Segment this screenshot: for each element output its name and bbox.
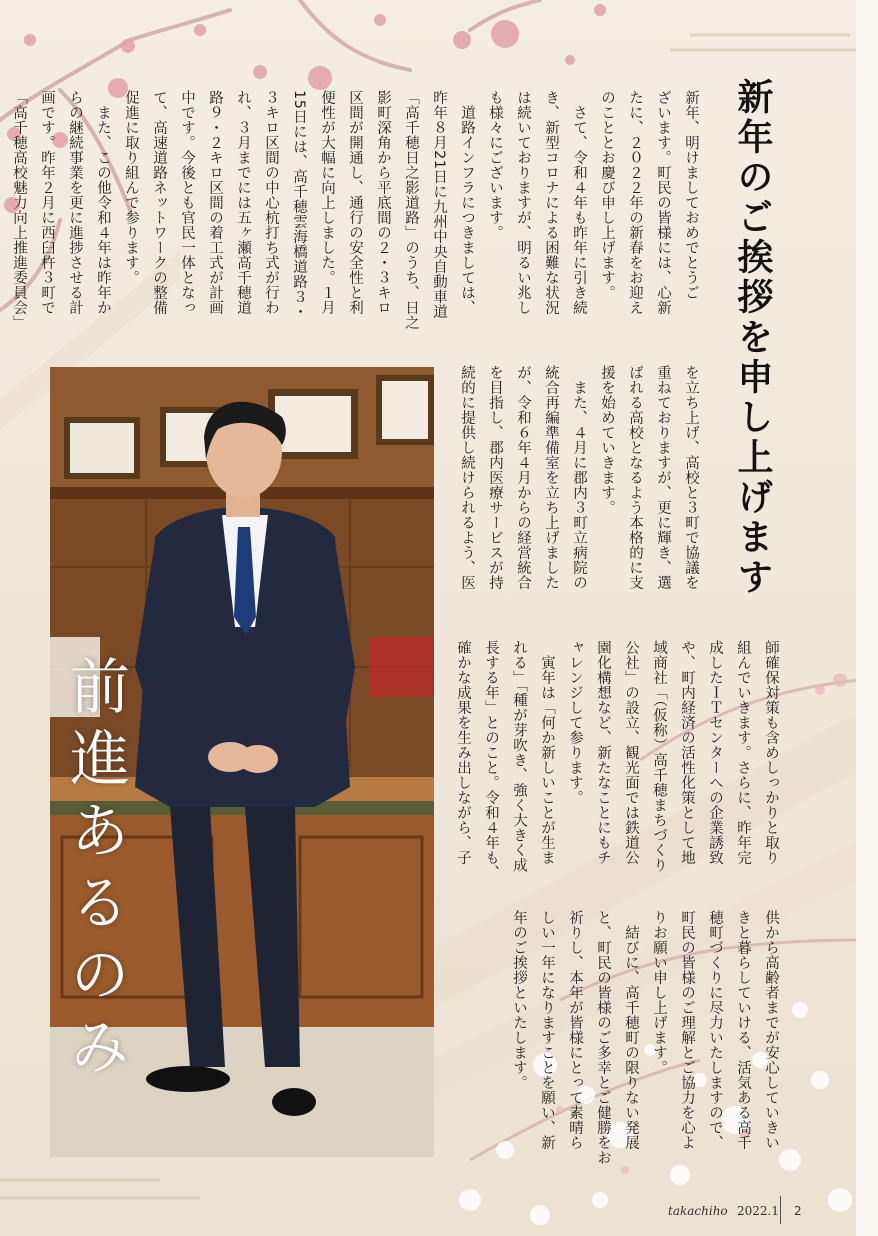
photo-caption: 前進あるのみ <box>60 655 130 1087</box>
wall-frame <box>376 375 434 445</box>
footer-issue-date: 2022.1 <box>737 1204 779 1218</box>
footer-page-number: 2 <box>794 1204 802 1218</box>
page-title: 新年のご挨拶を申し上げます <box>732 78 773 598</box>
body-column-4: 供から高齢者までが安心していきい きと暮らしていける、活気ある高千 穂町づくりに尽力いたしますので、 町民の皆様のご理解とご協力を心よ りお願い申し上げます。 結びに、高千穂町の限りない発展 と、町民の皆様のご多幸とご健勝をお 祈りし、本年が皆様にとって素晴ら しい一年になりますことを願い、新 年のご挨拶といたします。 <box>511 910 779 1165</box>
footer-divider <box>780 1196 781 1224</box>
body-column-1: 新年、明けましておめでとうご ざいます。町民の皆様には、心新 たに、２０２２年の新春をお迎え のこととお慶び申し上げます。 さて、令和４年も昨年に引き続 き、新型コロナによる困難な状況 は続いておりますが、明るい兆し も様々にございます。 道路インフラにつきましては、 昨年８月21日に九州中央自動車道 「高千穂日之影道路」のうち、日之 影町深角から平底間の２・３キロ 区間が開通し、通行の安全性と利 便性が大幅に向上しました。１月 15日には、高千穂雲海橋道路３・ ３キロ区間の中心杭打ち式が行わ れ、３月までには五ヶ瀬高千穂道 路９・２キロ区間の着工式が計画 中です。今後とも官民一体となっ て、高速道路ネットワークの整備 促進に取り組んで参ります。 また、この他令和４年は昨年か らの継続事業を更に進捗させる計 画です。昨年２月に西臼杵３町で 「高千穂高校魅力向上推進委員会」 <box>11 90 699 330</box>
wall-frame <box>64 417 140 479</box>
page-edge-stripe <box>856 0 878 1236</box>
body-column-3: 師確保対策も含めしっかりと取り 組んでいきます。さらに、昨年完 成したＩＴセンターへの企業誘致 や、町内経済の活性化策として地 域商社「（仮称）高千穂まちづくり 公社」の設立、観光面では鉄道公 園化構想など、新たなことにもチ ャレンジして参ります。 寅年は「何か新しいことが生ま れる」「種が芽吹き、強く大きく成 長する年」とのこと。令和４年も、 確かな成果を生み出しながら、子 <box>455 640 779 880</box>
body-column-2: を立ち上げ、高校と３町で協議を 重ねておりますが、更に輝き、選 ばれる高校となるよう本格的に支 援を始めていきます。 また、４月に郡内３町立病院の 統合再編準備室を立ち上げました が、令和６年４月からの経営統合 を目指し、郡内医療サービスが持 続的に提供し続けられるよう、医 <box>459 365 699 590</box>
footer-magazine-name: takachiho <box>668 1204 728 1218</box>
